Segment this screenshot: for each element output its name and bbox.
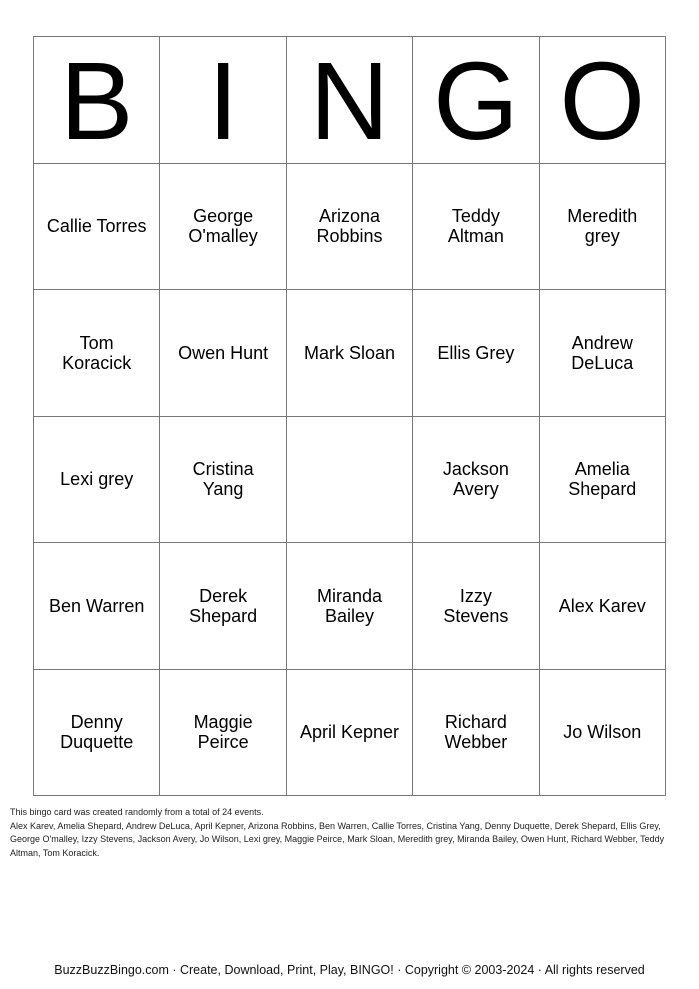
square-label: Ben Warren (49, 595, 145, 616)
header-letter-o: O (540, 37, 666, 164)
card-info-event-list: Alex Karev, Amelia Shepard, Andrew DeLuca, April Kepner, Arizona Robbins, Ben Warren, Callie Torres, Cristina Yang, Denny Duquette, Derek Shepard, Ellis Grey, George O'malley, Izzy Stevens, Jackson Avery, Jo Wilson, Lexi grey, Maggie Peirce, Mark Sloan, Meredith grey, Miranda Bailey, Owen Hunt, Richard Webber, Teddy Altman, Tom Koracick. (10, 820, 665, 858)
square-label: Owen Hunt (178, 342, 269, 363)
bingo-square (160, 290, 286, 417)
bingo-square (34, 670, 160, 797)
bingo-square (413, 543, 539, 670)
square-label: April Kepner (299, 722, 400, 743)
square-label: Cristina Yang (192, 459, 254, 500)
square-label: George O'malley (188, 206, 258, 247)
square-label: Ellis Grey (437, 342, 515, 363)
header-letter-b: B (34, 37, 160, 164)
square-label: Callie Torres (46, 216, 147, 237)
bingo-square (413, 417, 539, 544)
square-label: Arizona Robbins (316, 206, 383, 247)
free-space (287, 417, 413, 544)
bingo-square (540, 290, 666, 417)
bingo-square (287, 164, 413, 291)
bingo-square (287, 543, 413, 670)
bingo-square (413, 670, 539, 797)
square-label: Izzy Stevens (443, 585, 509, 626)
square-label: Meredith grey (567, 206, 638, 247)
square-label: Maggie Peirce (193, 712, 253, 753)
bingo-square (160, 417, 286, 544)
bingo-square (287, 290, 413, 417)
square-label: Miranda Bailey (316, 585, 382, 626)
bingo-square (34, 290, 160, 417)
square-label: Amelia Shepard (568, 459, 637, 500)
header-letter-i: I (160, 37, 286, 164)
bingo-card (33, 36, 666, 796)
square-label: Jackson Avery (442, 459, 509, 500)
card-info-summary: This bingo card was created randomly from a total of 24 events. (10, 807, 264, 817)
square-label: Denny Duquette (60, 712, 134, 753)
square-label: Tom Koracick (62, 332, 132, 373)
bingo-square (540, 164, 666, 291)
page-footer: BuzzBuzzBingo.com · Create, Download, Print, Play, BINGO! · Copyright © 2003-2024 · All rights reserved (54, 963, 645, 977)
square-label: Alex Karev (558, 595, 646, 616)
bingo-square (287, 670, 413, 797)
square-label: Teddy Altman (447, 206, 504, 247)
card-info-note (10, 806, 675, 860)
bingo-square (160, 164, 286, 291)
square-label: Lexi grey (60, 469, 134, 490)
bingo-square (540, 670, 666, 797)
bingo-square (160, 543, 286, 670)
bingo-square (34, 543, 160, 670)
square-label: Derek Shepard (189, 585, 258, 626)
bingo-square (413, 164, 539, 291)
bingo-square (34, 417, 160, 544)
header-letter-g: G (413, 37, 539, 164)
bingo-square (160, 670, 286, 797)
bingo-square (540, 417, 666, 544)
square-label: Jo Wilson (563, 722, 642, 743)
square-label: Mark Sloan (303, 342, 396, 363)
square-label: Andrew DeLuca (571, 332, 634, 373)
square-label: Richard Webber (444, 712, 508, 753)
bingo-square (540, 543, 666, 670)
bingo-square (413, 290, 539, 417)
bingo-square (34, 164, 160, 291)
header-letter-n: N (287, 37, 413, 164)
